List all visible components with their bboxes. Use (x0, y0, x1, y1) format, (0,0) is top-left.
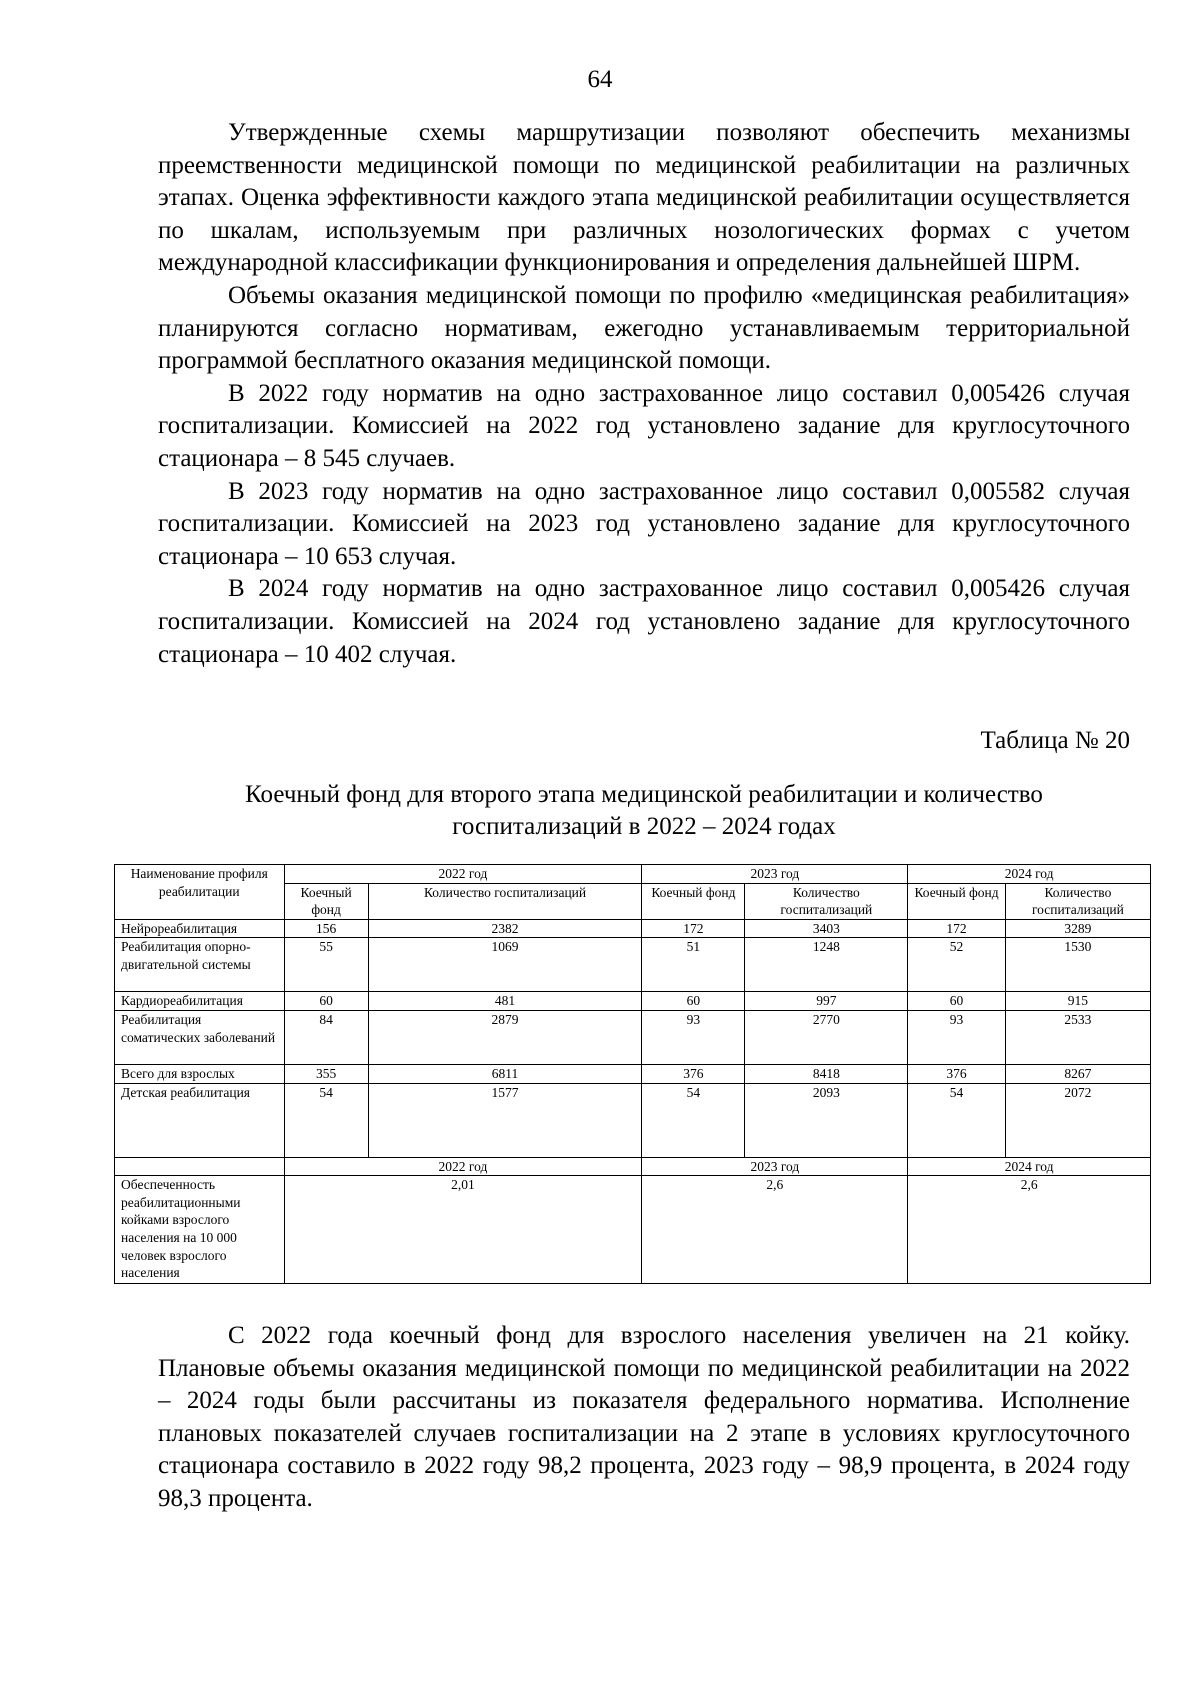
cell: 376 (642, 1064, 745, 1083)
cell: 355 (284, 1064, 368, 1083)
cell: 93 (908, 1010, 1006, 1064)
row-name: Кардиореабилитация (115, 992, 285, 1011)
cell: 60 (642, 992, 745, 1011)
cell: 54 (642, 1083, 745, 1157)
empty-cell (115, 1157, 285, 1176)
body-text-bottom (158, 1320, 1130, 1516)
paragraph: С 2022 года коечный фонд для взрослого населения увеличен на 21 койку. Плановые объемы оказания медицинской помощи по медицинской реабилитации на 2022 – 2024 годы были рассчитаны из показателя федерального норматива. Исполнение плановых показателей случаев госпитализации на 2 этапе в условиях круглосуточного стационара составило в 2022 году 98,2 процента, 2023 году – 98,9 процента, в 2024 году 98,3 процента. (158, 1322, 1130, 1512)
table-row (115, 938, 1151, 992)
header-year: 2023 год (642, 865, 908, 884)
cell: 51 (642, 938, 745, 992)
table-row (115, 919, 1151, 938)
cell: 481 (368, 992, 642, 1011)
cell: 8418 (745, 1064, 908, 1083)
cell: 84 (284, 1010, 368, 1064)
cell: 60 (908, 992, 1006, 1011)
header-hospitalizations: Количество госпитализаций (368, 883, 642, 919)
cell: 3289 (1005, 919, 1150, 938)
row-name: Реабилитация опорно-двигательной системы (115, 938, 285, 992)
paragraph: В 2024 году норматив на одно застрахованное лицо составил 0,005426 случая госпитализации. Комиссией на 2024 год установлено задание для круглосуточного стационара – 10 402 случая. (158, 575, 1130, 668)
cell: 1530 (1005, 938, 1150, 992)
table-title: Коечный фонд для второго этапа медицинской реабилитации и количество госпитализаций в 2022 – 2024 годах (245, 781, 1043, 840)
cell: 6811 (368, 1064, 642, 1083)
header-bed-fund: Коечный фонд (284, 883, 368, 919)
provision-label: Обеспеченность реабилитационными койками взрослого населения на 10 000 человек взрослого населения (115, 1176, 285, 1284)
cell: 2770 (745, 1010, 908, 1064)
row-name: Реабилитация соматических заболеваний (115, 1010, 285, 1064)
header-bed-fund: Коечный фонд (908, 883, 1006, 919)
table-row (115, 1083, 1151, 1157)
provision-value: 2,01 (284, 1176, 642, 1284)
body-text-top (158, 117, 1130, 671)
provision-year: 2024 год (908, 1157, 1151, 1176)
provision-year: 2023 год (642, 1157, 908, 1176)
cell: 52 (908, 938, 1006, 992)
table-row (115, 992, 1151, 1011)
provision-value: 2,6 (642, 1176, 908, 1284)
cell: 2382 (368, 919, 642, 938)
paragraph: Объемы оказания медицинской помощи по профилю «медицинская реабилитация» планируются согласно нормативам, ежегодно устанавливаемым территориальной программой бесплатного оказания медицинской помощи. (158, 281, 1130, 375)
cell: 997 (745, 992, 908, 1011)
cell: 2533 (1005, 1010, 1150, 1064)
header-year: 2024 год (908, 865, 1151, 884)
row-name: Всего для взрослых (115, 1064, 285, 1083)
header-profile: Наименование профиля реабилитации (115, 865, 285, 920)
cell: 1248 (745, 938, 908, 992)
header-year: 2022 год (284, 865, 642, 884)
bed-fund-table (114, 864, 1151, 1284)
cell: 54 (284, 1083, 368, 1157)
cell: 2093 (745, 1083, 908, 1157)
header-bed-fund: Коечный фонд (642, 883, 745, 919)
page-number: 64 (587, 66, 613, 93)
row-name: Детская реабилитация (115, 1083, 285, 1157)
cell: 915 (1005, 992, 1150, 1011)
cell: 172 (908, 919, 1006, 938)
provision-row (115, 1176, 1151, 1284)
header-hospitalizations: Количество госпитализаций (745, 883, 908, 919)
cell: 3403 (745, 919, 908, 938)
cell: 55 (284, 938, 368, 992)
paragraph: В 2023 году норматив на одно застрахованное лицо составил 0,005582 случая госпитализации. Комиссией на 2023 год установлено задание для круглосуточного стационара – 10 653 случая. (158, 477, 1130, 570)
paragraph: Утвержденные схемы маршрутизации позволяют обеспечить механизмы преемственности медицинской помощи по медицинской реабилитации на различных этапах. Оценка эффективности каждого этапа медицинской реабилитации осуществляется по шкалам, используемым при различных нозологических формах с учетом международной классификации функционирования и определения дальнейшей ШРМ. (158, 119, 1130, 277)
cell: 2879 (368, 1010, 642, 1064)
table-number: Таблица № 20 (980, 727, 1130, 754)
cell: 8267 (1005, 1064, 1150, 1083)
provision-year: 2022 год (284, 1157, 642, 1176)
cell: 93 (642, 1010, 745, 1064)
provision-year-row (115, 1157, 1151, 1176)
cell: 376 (908, 1064, 1006, 1083)
table-row (115, 1064, 1151, 1083)
cell: 1069 (368, 938, 642, 992)
paragraph: В 2022 году норматив на одно застрахованное лицо составил 0,005426 случая госпитализации. Комиссией на 2022 год установлено задание для круглосуточного стационара – 8 545 случаев. (158, 379, 1130, 472)
cell: 54 (908, 1083, 1006, 1157)
cell: 60 (284, 992, 368, 1011)
header-hospitalizations: Количество госпитализаций (1005, 883, 1150, 919)
provision-value: 2,6 (908, 1176, 1151, 1284)
cell: 172 (642, 919, 745, 938)
cell: 2072 (1005, 1083, 1150, 1157)
table-row (115, 1010, 1151, 1064)
cell: 156 (284, 919, 368, 938)
cell: 1577 (368, 1083, 642, 1157)
row-name: Нейрореабилитация (115, 919, 285, 938)
